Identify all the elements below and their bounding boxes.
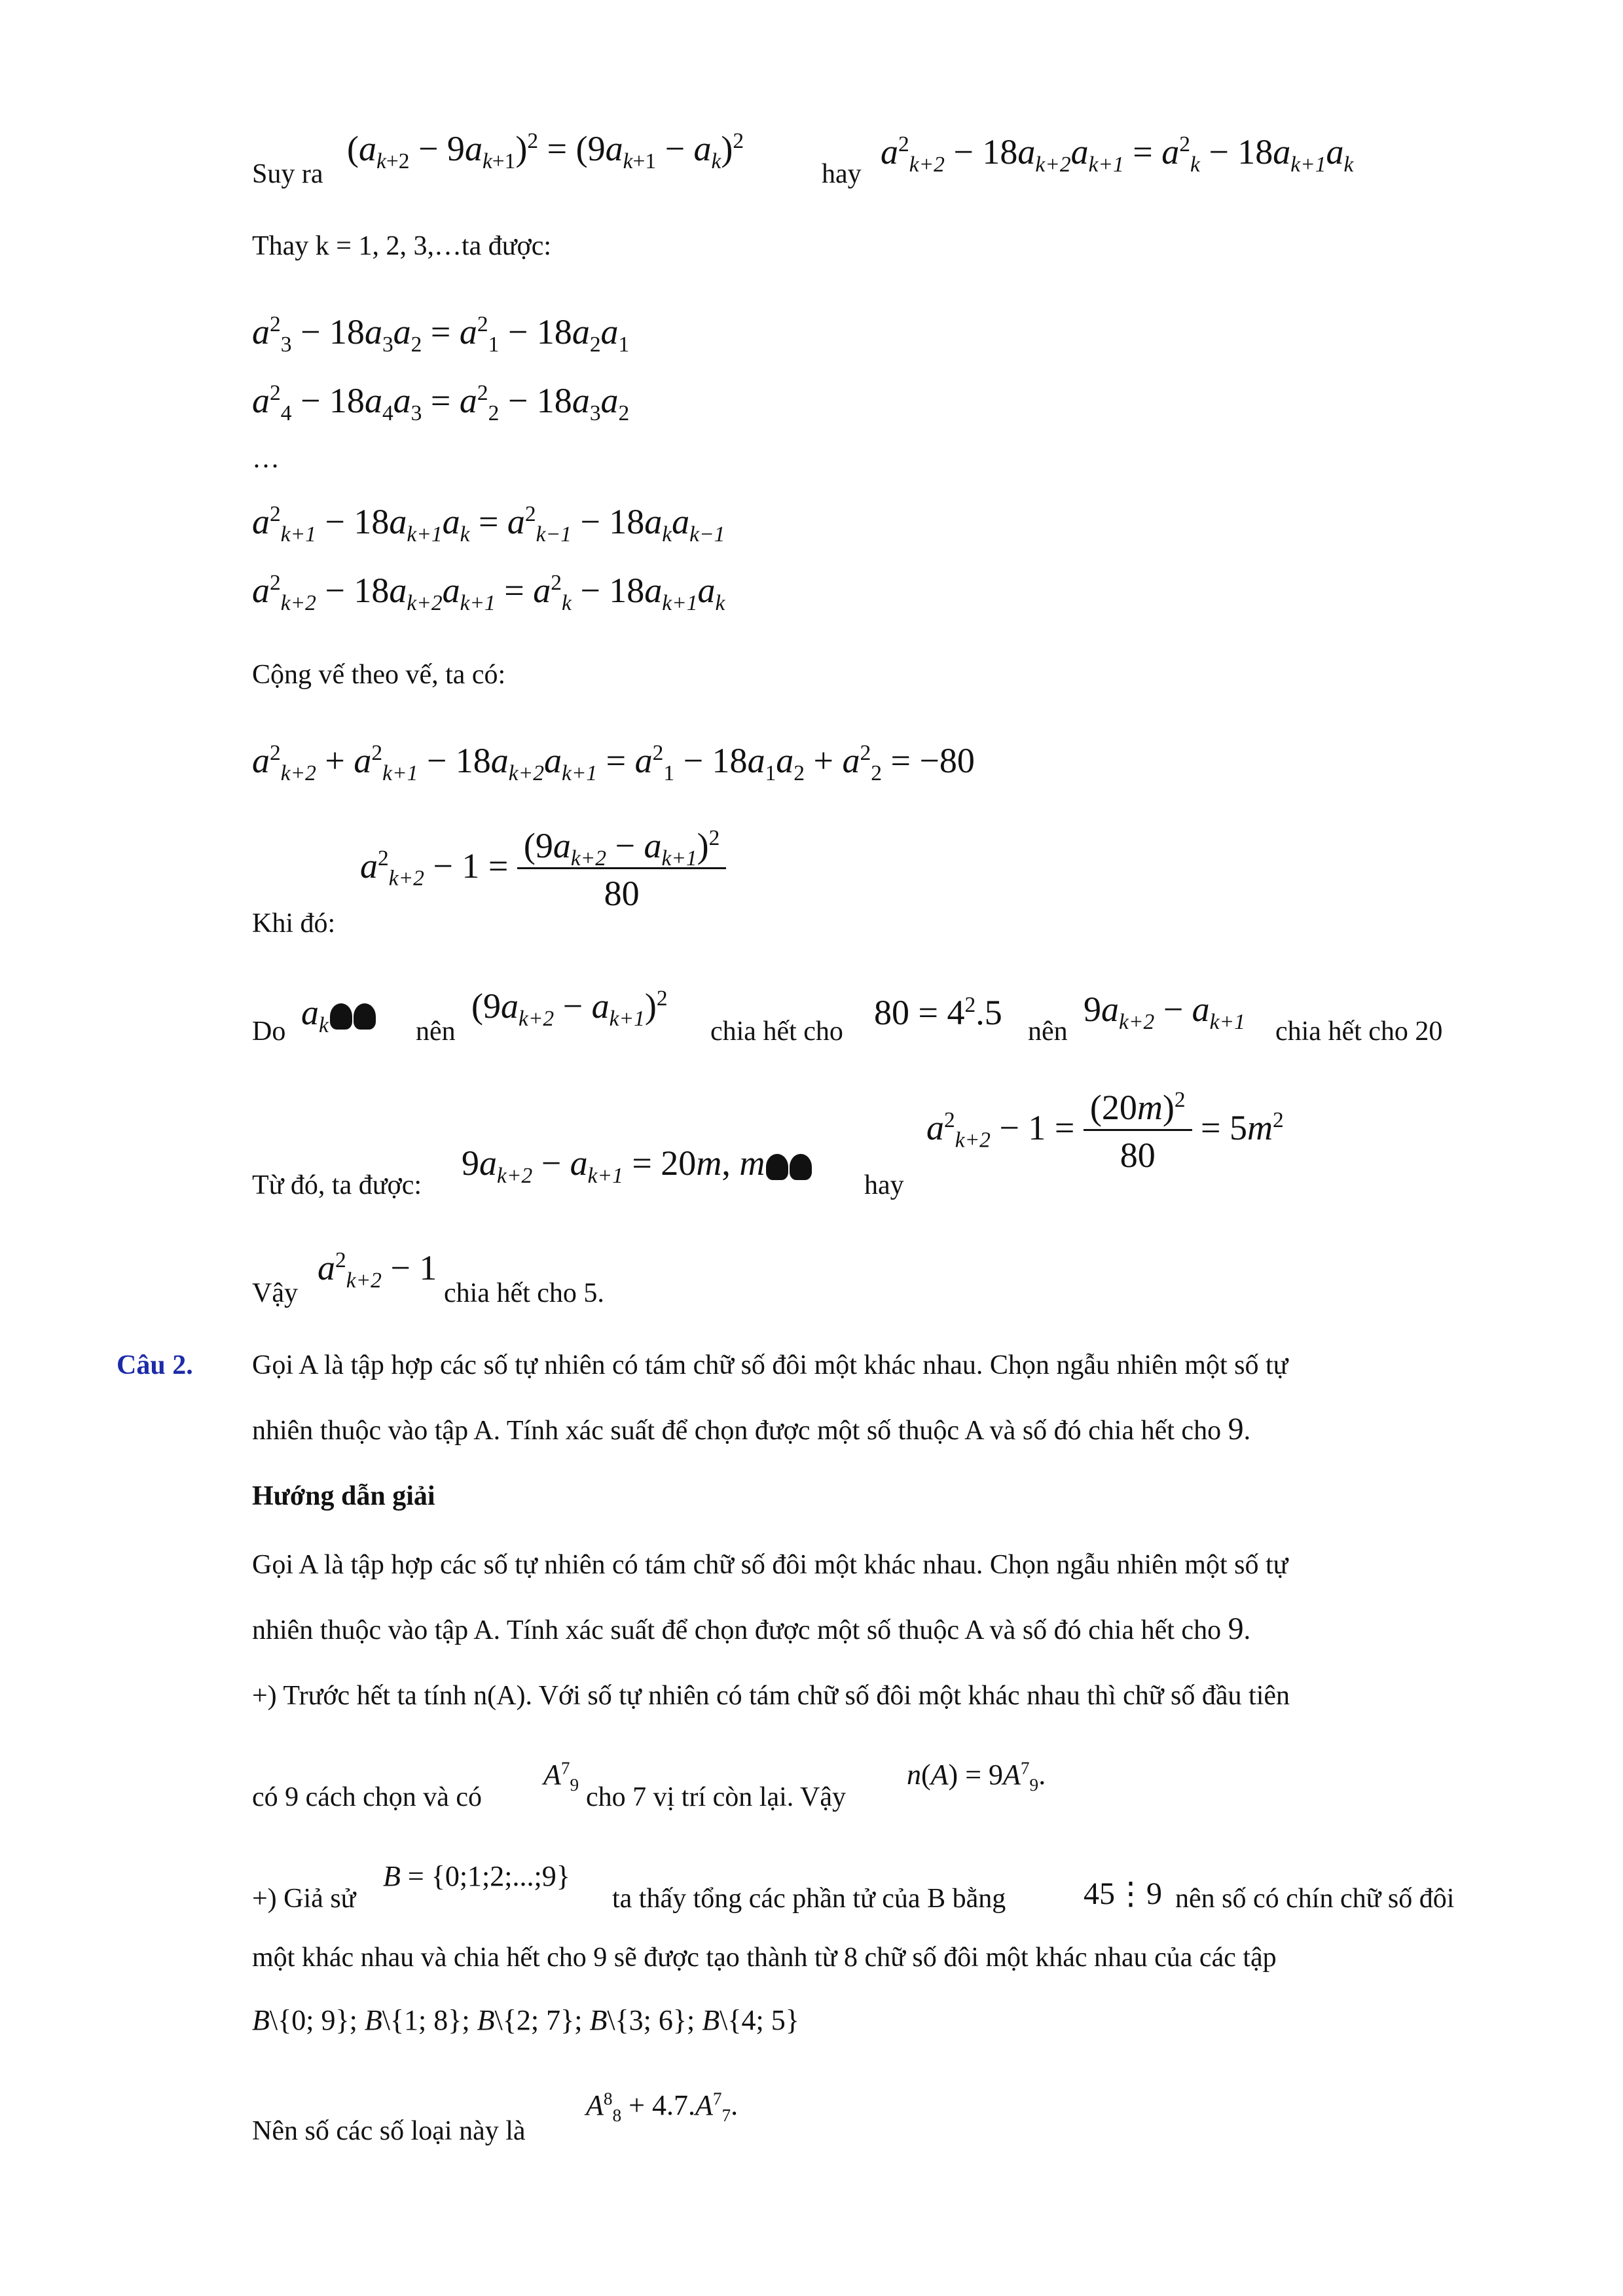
solution-p2a: có 9 cách chọn và có xyxy=(252,1782,482,1812)
math-count: $A^8_8 + 4.7.A^7_7$. xyxy=(586,2089,739,2125)
text-khi-do: Khi đó: xyxy=(252,908,336,939)
math-row-4: $a^2_{k+2} - 18a_{k+2}a_{k+1} = a^2_k - 18a_{k+1}a_k$ xyxy=(252,571,725,615)
math-sum: $a^2_{k+2} + a^2_{k+1} - 18a_{k+2}a_{k+1} = a^2_1 - 18a_1a_2 + a^2_2 = -80$ xyxy=(252,741,975,785)
solution-p3a: +) Giả sử xyxy=(252,1884,356,1914)
question-label: Câu 2. xyxy=(117,1350,193,1380)
text-thay-k: Thay k = 1, 2, 3,…ta được: xyxy=(252,231,552,261)
solution-line-2: nhiên thuộc vào tập A. Tính xác suất để chọn được một số thuộc A và số đó chia hết cho 9. xyxy=(252,1611,1251,1646)
solution-p3c: nên số có chín chữ số đôi xyxy=(1175,1884,1455,1914)
solution-line-1: Gọi A là tập hợp các số tự nhiên có tám chữ số đôi một khác nhau. Chọn ngẫu nhiên một số tự xyxy=(252,1550,1288,1580)
text-do: Do xyxy=(252,1016,286,1047)
math-5m2: $a^2_{k+2} - 1$ = $\frac{(20m)^2}{80}$ = $5m^2$ xyxy=(926,1088,1284,1175)
unknown-glyph-icon xyxy=(330,1003,352,1030)
math-khi-do: $a^2_{k+2} - 1$ = $\frac{(9a_{k+2} - a_{k+1})^2}{80}$ xyxy=(360,828,726,911)
question-line-2: nhiên thuộc vào tập A. Tính xác suất để chọn được một số thuộc A và số đó chia hết cho 9. xyxy=(252,1412,1251,1446)
math-row-1: $a^2_3 - 18a_3a_2 = a^2_1 - 18a_2a_1$ xyxy=(252,312,630,357)
math-9a: $9a_{k+2} - a_{k+1}$ xyxy=(1084,990,1245,1034)
unknown-glyph-icon xyxy=(354,1003,376,1030)
solution-heading: Hướng dẫn giải xyxy=(252,1481,435,1511)
text-chia-het-cho-5: chia hết cho 5. xyxy=(444,1278,604,1308)
text-cong-ve: Cộng vế theo vế, ta có: xyxy=(252,660,506,690)
unknown-glyph-icon xyxy=(790,1154,812,1180)
question-line-1: Gọi A là tập hợp các số tự nhiên có tám chữ số đôi một khác nhau. Chọn ngẫu nhiên một số tự xyxy=(252,1350,1288,1380)
math-square: $(9a_{k+2} - a_{k+1})^2$ xyxy=(471,986,668,1031)
math-a97: $A^7_9$ xyxy=(543,1758,579,1795)
text-vay: Vậy xyxy=(252,1278,298,1308)
text-suy-ra: Suy ra xyxy=(252,159,323,189)
unknown-glyph-icon xyxy=(766,1154,788,1180)
math-eq-1a: $(a_{k+2} - 9a_{k+1})^2 = (9a_{k+1} - a_k)^2$ xyxy=(347,129,744,173)
math-80: $80 = 4^2.5$ xyxy=(874,993,1002,1032)
math-row-2: $a^2_4 - 18a_4a_3 = a^2_2 - 18a_3a_2$ xyxy=(252,381,630,425)
text-chia-het-cho-20: chia hết cho 20 xyxy=(1275,1016,1443,1047)
text-chia-het-cho: chia hết cho xyxy=(710,1016,843,1047)
math-nA: $n(A) = 9A^7_9$. xyxy=(907,1758,1046,1795)
math-eq-1b: $a^2_{k+2} - 18a_{k+2}a_{k+1} = a^2_k - 18a_{k+1}a_k$ xyxy=(881,132,1354,177)
math-row-3: $a^2_{k+1} - 18a_{k+1}a_k = a^2_{k-1} - 18a_ka_{k-1}$ xyxy=(252,502,725,547)
text-hay: hay xyxy=(822,159,862,189)
solution-p2b: cho 7 vị trí còn lại. Vậy xyxy=(586,1782,846,1812)
text-nen-2: nên xyxy=(1028,1016,1068,1047)
solution-p4: một khác nhau và chia hết cho 9 sẽ được tạo thành từ 8 chữ số đôi một khác nhau của các tập xyxy=(252,1943,1277,1973)
math-sets: B\{0; 9}; B\{1; 8}; B\{2; 7}; B\{3; 6}; B\{4; 5} xyxy=(252,2004,799,2036)
solution-p1: +) Trước hết ta tính n(A). Với số tự nhiên có tám chữ số đôi một khác nhau thì chữ số đầu tiên xyxy=(252,1681,1290,1711)
math-45: 45⋮9 xyxy=(1084,1876,1162,1911)
math-vay: $a^2_{k+2} - 1$ xyxy=(318,1248,437,1293)
math-set-b: B = {0;1;2;...;9} xyxy=(383,1860,570,1892)
math-ak: $a_k$ xyxy=(301,995,376,1030)
text-tu-do: Từ đó, ta được: xyxy=(252,1170,422,1200)
solution-p5: Nên số các số loại này là xyxy=(252,2116,526,2146)
text-nen: nên xyxy=(416,1016,456,1047)
text-dots: … xyxy=(252,444,280,474)
text-hay-2: hay xyxy=(864,1170,904,1200)
math-20m: $9a_{k+2} - a_{k+1} = 20m$, m xyxy=(462,1145,812,1181)
solution-p3b: ta thấy tổng các phần tử của B bằng xyxy=(612,1884,1006,1914)
